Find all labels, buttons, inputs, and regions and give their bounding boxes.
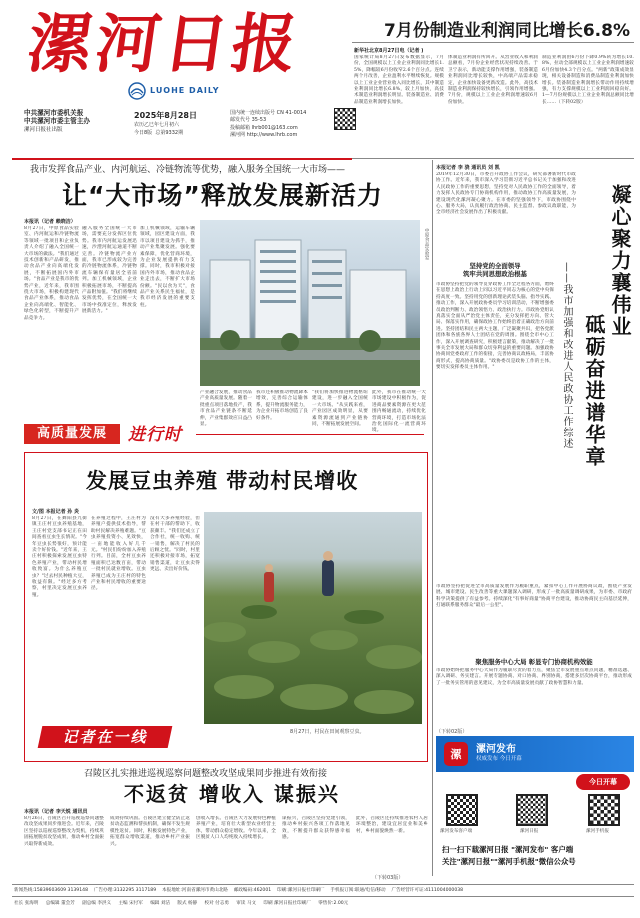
ad-app-icon xyxy=(444,742,468,766)
lead-headline: 让“大市场”释放发展新活力 xyxy=(62,181,383,210)
masthead-rule-right xyxy=(352,158,634,159)
ad-line2: 关注"漯河日报""漯河手机报"微信公众号 xyxy=(442,857,576,866)
commentary-sub2: 聚焦服务中心大局 彰显专门协商机构效能 xyxy=(475,658,593,666)
banner-rule xyxy=(196,434,424,435)
bottom-headline: 不返贫 增收入 谋振兴 xyxy=(124,782,340,806)
ad-cta-label: 今日开幕 xyxy=(589,778,617,786)
ad-title: 漯河发布 xyxy=(476,744,516,755)
ad-line1: 扫一扫下载漯河日报 "漯河发布" 客户端 xyxy=(442,845,574,854)
logo-emblem xyxy=(128,82,146,100)
masthead xyxy=(12,6,352,158)
lead-col4: 产业融合发展，推动食品产业高质量发展。随着一批重点项目落地投产，我市食品产业链条不断延伸，产业集群效应日益凸显。 xyxy=(200,390,252,428)
lead-photo-scene xyxy=(200,220,420,386)
masthead-logo: 漯河日报 xyxy=(22,7,306,82)
top-dateline: 新华社北京8月27日电（记者 ) xyxy=(354,48,424,54)
feature-byline: 文/图 本报记者 孙 炎 xyxy=(32,509,80,515)
commentary-col2: 市政协坚持把党的领导贯穿政协工作全过程各方面，始终在思想上政治上行动上同以习近平同志为核心的党中央保持高度一致。坚持用党的创新理论武装头脑、指导实践、推动工作，深入开展政协委员学习培训活动，不断增强委员政治判断力、政治领悟力、政治执行力。市政协党组认真落实全面从严治党主体责任，充分发挥把方向、管大局、保落实作用，确保政协工作始终沿着正确政治方向前进。坚持团结和民主两大主题，广泛凝聚共识，把各党派团体和各族各界人士团结在党的周围。围绕全市中心工作，深入开展调查研究，积极建言献策，推动解决了一批事关全市发展大局和群众切身利益的重要问题。加强政协协商同党委政府工作的衔接，完善协商议政格局，丰富协商形式，提高协商质量。"政协委员是政协工作的主体，要切实发挥委员主体作用。" xyxy=(436,282,554,371)
feature-stamp xyxy=(38,726,173,748)
commentary-headline-b: 砥砺奋进谱华章 xyxy=(582,314,606,468)
qr-label-3: 漯河手机报 xyxy=(586,829,609,834)
lead-col1: 8月27日，中原食品实验室、内河航运和冷链物流等领域一批项目和企业负责人介绍了融入全国统一大市场的做法。"我们通过技术创新和产品研发，推动食品产业向高端化发展，不断拓展国内外市场。"食品产业是我市的优势产业，近年来，我市围绕大市场，积极构建现代食品产业体系，推动食品企业向高端化、智能化、绿色化转型，不断提升产品竞争力。 xyxy=(24,226,79,321)
feature-photo-caption: 8月27日，村民在田间观察豆虫。 xyxy=(290,729,365,735)
lead-photo xyxy=(200,220,420,386)
qr-label-2: 漯河日报 xyxy=(520,829,539,834)
footer-rule-2 xyxy=(12,896,634,897)
top-article-col2: 体制造业利润有所回升。从营业收入和利润总额看，7月份企业经营状况持续改善。于卫宁表示，新动能支撑作用增强，装备制造业利润同比增长较快，中高端产品需求稳定，企业加快设备更新改造。此外，高技术制造业利润保持较快增长，引领作用增强。7月份，规模以上工业企业利润增速较6月份加快。 xyxy=(448,55,538,105)
qr-code-3[interactable] xyxy=(588,794,620,826)
ad-subtitle: 权威发布 今日开幕 xyxy=(476,756,522,762)
feature-col1: 8月27日，在舞阳县九街镇王庄村豆虫养殖基地，王庄村党支部书记正在田间查看豆虫生长情况。"今年豆虫长势很好，预计能卖个好价钱。"近年来，王庄村积极探索发展豆虫特色养殖产业，带动村民增收致富。为什么养殖豆虫？"过去村民种植大豆，收益有限。"经过多方考察，村里决定发展豆虫养殖。 xyxy=(32,516,87,598)
commentary-col3: 市政协坚持把促进全市高质量发展作为履职重点，紧扣中心工作开展协商议政，围绕产业发展、城市建设、民生改善等重大课题深入调研，形成了一批高质量调研成果，为市委、市政府科学决策提供了有益参考。持续深化"有事好商量"协商平台建设，推动协商民主向基层延伸，打通联系服务群众"最后一公里"。 xyxy=(436,584,632,609)
commentary-continued: （下转02版） xyxy=(436,729,468,735)
bottom-continued: （下转03版） xyxy=(372,875,404,881)
luohe-emblem-icon xyxy=(128,82,146,100)
commentary-subtitle: ——我市加强和改进人民政协工作综述 xyxy=(561,262,572,449)
footer-row2: 社长 张海明 总编辑 董会芳 副总编 李洪义 主编 宋付军 编辑 刘洁 版式 杨静 校对 付志勇 审读 马文 印刷 漯河日报社印刷厂 零售价:2.00元 xyxy=(14,901,349,906)
masthead-qr xyxy=(334,108,356,130)
bottom-col1: 8月26日，召陵区召开巡视巡察问题整改攻坚成果同步推进会。近年来，召陵区坚持以巡视巡察整改为契机，持续巩固拓展脱贫攻坚成果，推动乡村全面振兴取得新成效。 xyxy=(24,816,104,847)
feature-col3: 没有大多养殖经验，但在村干部的帮助下，收获颇丰。"我们还成立了合作社，统一收购、统一销售，解决了村民的后顾之忧。"同时，村里还积极对接市场，拓宽销售渠道，让豆虫卖得更远、卖出好价钱。 xyxy=(150,516,200,573)
commentary-sub1: 坚持党的全面领导 筑牢共同思想政治根基 xyxy=(463,262,527,279)
lead-photo-caption: 中原食品实验室 xyxy=(424,228,429,261)
feature-stamp-text: 记者在一线 xyxy=(62,728,148,746)
app-logo-icon xyxy=(444,742,468,766)
lead-col2: 融入服务全国统一大市场，需要充分发挥区位优势。我市内河航运发展迅速，沙澧河航运通道不断完善。冷链物流产业方面，我市已形成较为完善的冷链物流体系，冷链物流车辆保有量居全省前列。加工机械领域，企业积极拓展市场，不断提高产品附加值。"我们将继续发挥优势，在全国统一大市场中找准定位，释放发展新活力。" xyxy=(82,226,137,315)
ad-qr-row xyxy=(440,794,630,838)
ad-banner xyxy=(436,736,634,772)
bottom-byline: 本报讯（记者 李天锐 通讯员 xyxy=(24,809,88,815)
masthead-sponsor: 中共漯河市委机关报 中共漯河市委主管主办 漯河日报社出版 xyxy=(24,109,90,133)
qr-code-1[interactable] xyxy=(446,794,478,826)
bottom-kicker: 召陵区扎实推进巡视巡察问题整改攻坚成果同步推进有效衔接 xyxy=(84,769,328,779)
qr-code-2[interactable] xyxy=(516,794,548,826)
masthead-english: LUOHE DAILY xyxy=(150,86,220,95)
banner-left-text: 高质量发展 xyxy=(36,426,107,441)
top-article-col1: 国家统计局8月27日发布数据显示，7月份，全国规模以上工业企业利润同比增长1.5%，降幅较6月份收窄2.6个百分点。连续两个月改善，企业盈利水平继续恢复。规模以上工业企业营业收入同比增长，其中制造业利润同比增长6.8%，较上月加快，高技术制造业利润增长明显。装备制造业、消费品制造业利润增长加快。 xyxy=(354,55,444,105)
top-article-col3: 制造业利润由6月份下降0.9%转为增长10.8%，拉动全部规模以上工业企业利润增速较6月份加快4.3个百分点。"两新"政策成效显现，相关设备制造和消费品制造业利润加快增长。装备制造业利润增长带动作用持续增强，有力支撑规模以上工业利润回稳向好。1—7月份规模以上工业企业利润总额同比增长……（下转02版） xyxy=(542,55,634,105)
bottom-col5: 此外，召陵区还持续推进农村人居环境整治，建设宜居宜业和美乡村，乡村面貌焕然一新。 xyxy=(356,816,428,834)
masthead-rule xyxy=(12,158,352,160)
masthead-date: 2025年8月28日 农历乙巳年七月初六 今日8版 总第9332期 xyxy=(134,111,197,136)
footer-row1: 新闻热线:15839603609 3139148 广告办理:3132295 3117189 本报地址:河南省漯河市黄山北路 邮政编码:462001 印刷:漯河日报社印刷厂 手机报订阅:联通/电信/移动 广告经营许可证:4111004000038 xyxy=(14,888,464,893)
commentary-byline: 本报记者 李 骁 通讯员 刘 凯 xyxy=(436,165,500,171)
ad-block xyxy=(436,736,634,876)
commentary-headline-a: 凝心聚力襄伟业 xyxy=(608,184,632,338)
right-column-divider xyxy=(432,160,433,876)
footer-rule xyxy=(12,884,634,885)
banner-left xyxy=(24,424,120,444)
bottom-col2: 成效持续巩固。召陵区建立健全防止返贫动态监测和帮扶机制，确保不发生规模性返贫。同时，积极发展特色产业，拓宽群众增收渠道，推动乡村产业振兴。 xyxy=(110,816,190,847)
feature-photo xyxy=(204,512,422,724)
commentary-col4: 市政协始终把服务中心大局作为履职尽责的着力点，聚焦全市发展重点难点问题，精准选题、深入调研、务实建言。开展专题协商、对口协商、界别协商，搭建多层次协商平台，推动形成了一批务实管用的意见建议，为全市高质量发展贡献了政协智慧和力量。 xyxy=(436,668,632,686)
top-headline-rule xyxy=(352,42,634,43)
commentary-col1: 2019年12月30日，市委召开政协工作会议，研究部署新时代市政协工作。近年来，我市深入学习贯彻习近平总书记关于加强和改进人民政协工作的重要思想，坚持党对人民政协工作的全面领导，着力发挥人民政协专门协商机构作用，推动政协工作高质量发展，为建设现代化漯河凝心聚力。在市委的坚强领导下，市政协围绕中心、服务大局，认真履行政治协商、民主监督、参政议政职能，为全市经济社会发展作出了积极贡献。 xyxy=(436,172,576,216)
bottom-col4: 谋振兴，召陵区坚持党建引领，推动乡村振兴各项工作落地见效，不断提升群众获得感幸福感。 xyxy=(282,816,350,841)
lead-col6: "我们将加快推进物流枢纽建设，进一步融入全国统一大市场。"从实践来看，产业园区成效明显，从要素资源流通到产业链协同，不断拓展发展空间。 xyxy=(312,390,368,428)
lead-col7: 此外，我市在推动统一大市场建设中积极作为，促进商品要素资源在更大范围内畅通流动，持续优化营商环境，打造市场化法治化国际化一流营商环境。 xyxy=(372,390,426,434)
bottom-col3: 创收入增长。召陵区大力发展特色种植养殖产业，培育壮大新型农业经营主体，带动群众稳定增收。今年以来，全区脱贫人口人均纯收入持续增长。 xyxy=(196,816,276,841)
banner-right: 进行时 xyxy=(128,425,182,445)
lead-col3: 加工机械领域，运输车辆领域，园区建设方面，我市以项目建设为抓手，推动产业集聚发展。强化要素保障，优化营商环境，为企业发展提供有力支撑。同时，我市积极对接国内外市场，推动食品企业走出去，不断扩大市场份额。"民以食为天"，食品产业关系民生福祉，是我市经济发展的重要支柱。 xyxy=(140,226,195,308)
qr-label-1: 漯河发布客户端 xyxy=(440,829,473,834)
feature-col2: 在养殖过程中，王庄村为养殖户提供技术指导，帮助村民解决养殖难题。"豆虫养殖投资小、见效快，一亩地能收入好几千元。"村民们纷纷加入养殖行列。目前，全村豆虫养殖面积已达数百亩，带动一批村民就业增收。豆虫养殖已成为王庄村的特色产业和村民增收的重要途径。 xyxy=(91,516,146,592)
masthead-codes: 国内统一连续出版号 CN 41-0014 邮发代号 35-53 投稿邮箱 lhrb001@163.com 漯河网 http://www.lhrb.com xyxy=(230,110,307,139)
top-headline: 7月份制造业利润同比增长6.8% xyxy=(384,21,630,41)
feature-headline: 发展豆虫养殖 带动村民增收 xyxy=(86,469,359,493)
svg-text:漯: 漯 xyxy=(450,748,462,761)
ad-cta[interactable] xyxy=(576,774,630,790)
feature-photo-scene xyxy=(204,512,422,724)
lead-byline: 本报讯（记者 赖晓洁） xyxy=(24,219,76,225)
lead-col5: 我市还积极推动物流降本增效，完善综合运输体系，提升物流服务能力，为企业开拓市场创造了良好条件。 xyxy=(256,390,308,421)
lead-kicker: 我市发挥食品产业、内河航运、冷链物流等优势，融入服务全国统一大市场—— xyxy=(30,165,346,175)
